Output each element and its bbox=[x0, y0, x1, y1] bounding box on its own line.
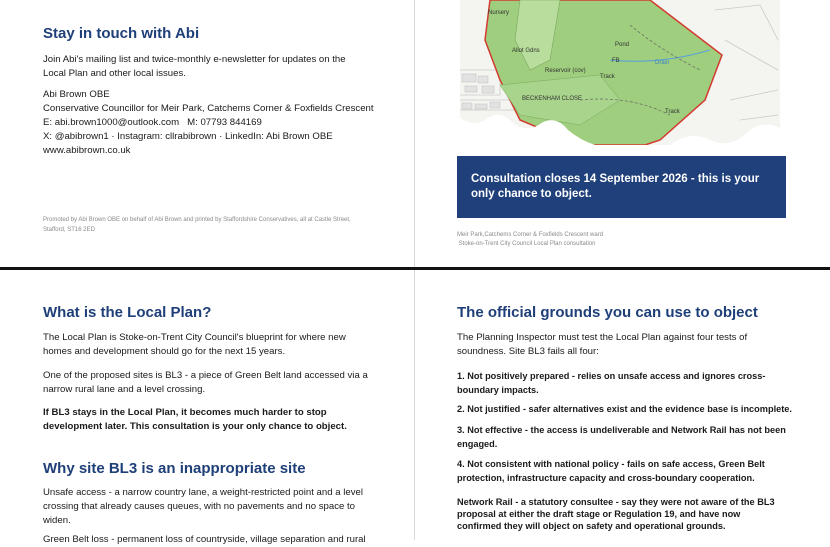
contact-role: Conservative Councillor for Meir Park, Catchems Corner & Foxfields Crescent bbox=[43, 103, 374, 114]
map-label-drain: Drain bbox=[655, 60, 670, 66]
contact-social[interactable]: X: @abibrown1 · Instagram: cllrabibrown · LinkedIn: Abi Brown OBE bbox=[43, 131, 333, 142]
map-label-track-1: Track bbox=[600, 74, 615, 80]
map-label-pond: Pond bbox=[615, 42, 630, 48]
grounds-item: 3. Not effective - the access is undeliverable and Network Rail has not been engaged. bbox=[457, 425, 786, 449]
contact-title: Stay in touch with Abi bbox=[43, 25, 200, 42]
map-label-reservoir: Reservoir (cov) bbox=[545, 68, 586, 74]
grounds-item: 4. Not consistent with national policy - fails on safe access, Green Belt protection, infrastructure capacity and cross-boundary cooperation. bbox=[457, 459, 765, 483]
map-label-fb: FB bbox=[612, 58, 620, 64]
network-rail-text: Network Rail - a statutory consultee - say they were not aware of the BL3 proposal at either the draft stage or Regulation 19, and have now confirmed they will object on safety and operational grounds. bbox=[457, 497, 775, 531]
local-plan-title: What is the Local Plan? bbox=[43, 304, 212, 321]
site-map-graphic bbox=[460, 0, 780, 145]
map-label-close: BECKENHAM CLOSE bbox=[522, 96, 583, 102]
grounds-item: 2. Not justified - safer alternatives exist and the evidence base is incomplete. bbox=[457, 404, 792, 414]
local-plan-p3: If BL3 stays in the Local Plan, it becomes much harder to stop development later. This consultation is your only chance to object. bbox=[43, 407, 347, 432]
contact-website[interactable]: www.abibrown.co.uk bbox=[43, 145, 131, 156]
vertical-divider-top bbox=[414, 0, 415, 267]
local-plan-p1: The Local Plan is Stoke-on-Trent City Council's blueprint for where new homes and development should go for the next 15 years. bbox=[43, 332, 346, 357]
map-label-track-2: Track bbox=[665, 109, 680, 115]
grounds-intro: The Planning Inspector must test the Local Plan against four tests of soundness. Site BL3 fails all four: bbox=[457, 332, 748, 357]
contact-name: Abi Brown OBE bbox=[43, 89, 110, 100]
consultation-deadline-box bbox=[457, 156, 786, 218]
vertical-divider-bottom bbox=[414, 270, 415, 540]
site-map bbox=[460, 0, 780, 145]
map-label-nursery: Nursery bbox=[488, 10, 510, 16]
imprint-text: Promoted by Abi Brown OBE on behalf of Abi Brown and printed by Staffordshire Conservatives, all at Castle Street, Stafford, ST16 2ED bbox=[43, 217, 351, 233]
contact-email-phone[interactable]: E: abi.brown1000@outlook.com M: 07793 844169 bbox=[43, 117, 262, 128]
consultation-deadline-text: Consultation closes 14 September 2026 - this is your only chance to object. bbox=[471, 173, 760, 200]
contact-intro: Join Abi's mailing list and twice-monthly e-newsletter for updates on the Local Plan and other local issues. bbox=[43, 54, 346, 79]
why-p2: Green Belt loss - permanent loss of countryside, village separation and rural bbox=[43, 534, 366, 545]
map-caption-line1: Meir Park,Catchems Corner & Foxfields Crescent ward bbox=[457, 232, 604, 238]
horizontal-divider bbox=[0, 267, 830, 270]
grounds-item: 1. Not positively prepared - relies on unsafe access and ignores cross-boundary impacts. bbox=[457, 371, 766, 395]
local-plan-p2: One of the proposed sites is BL3 - a piece of Green Belt land accessed via a narrow rural lane and a level crossing. bbox=[43, 370, 368, 395]
grounds-title: The official grounds you can use to object bbox=[457, 304, 758, 321]
map-caption-line2: Stoke-on-Trent City Council Local Plan consultation bbox=[457, 241, 596, 247]
why-title: Why site BL3 is an inappropriate site bbox=[43, 460, 306, 477]
map-label-allot: Allot Gdns bbox=[512, 48, 540, 54]
why-p1: Unsafe access - a narrow country lane, a weight-restricted point and a level crossing that already causes queues, with no pavements and no space to widen. bbox=[43, 487, 363, 526]
